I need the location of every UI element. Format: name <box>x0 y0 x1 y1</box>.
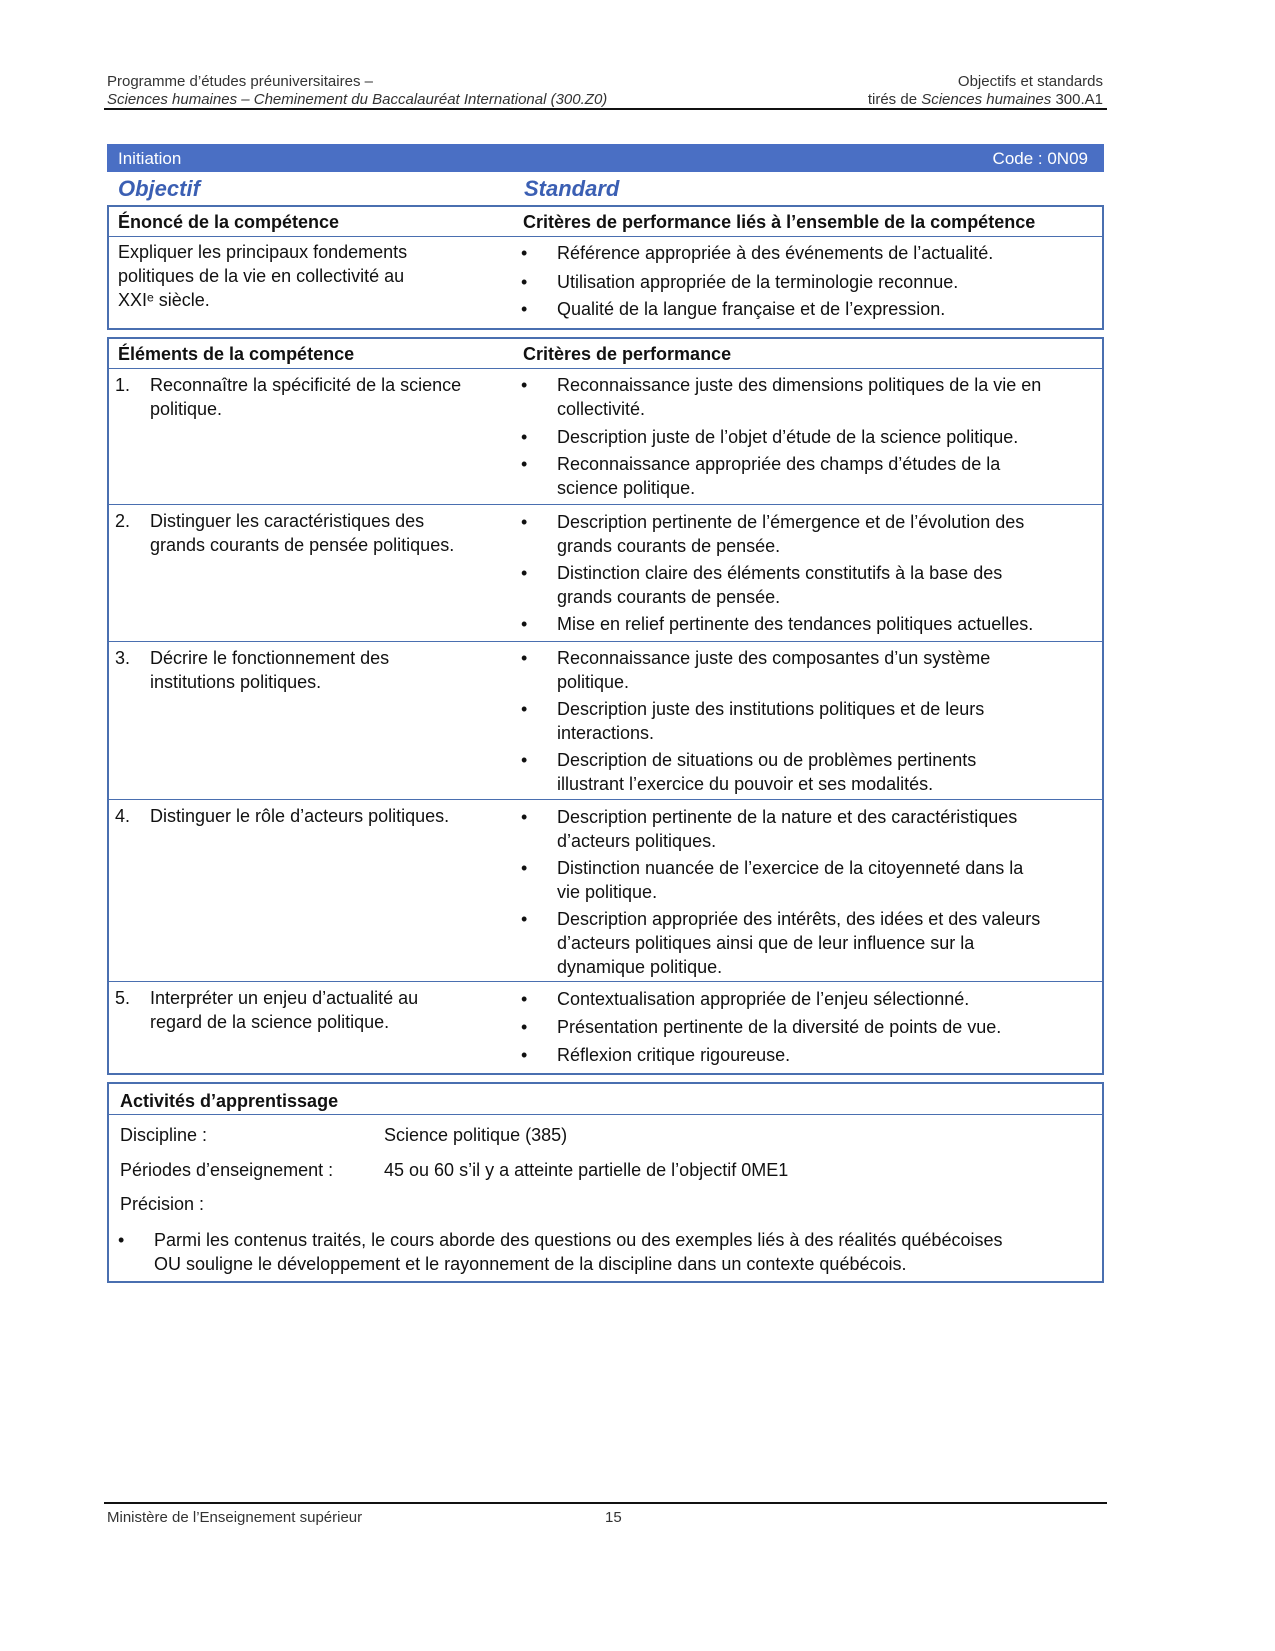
banner-code: Code : 0N09 <box>992 149 1088 168</box>
competence-criteria-heading: Critères de performance liés à l’ensemble de la compétence <box>523 212 1036 232</box>
criterion-line: d’acteurs politiques ainsi que de leur influence sur la <box>557 933 975 953</box>
element-criterion: • Présentation pertinente de la diversité de points de vue. <box>557 1015 1001 1039</box>
element-number: 4. <box>115 806 131 826</box>
criterion-line: vie politique. <box>557 882 658 902</box>
header-section-prefix: tirés de <box>867 91 922 108</box>
competence-heading: Énoncé de la compétence <box>118 212 340 232</box>
element-number: 3. <box>115 648 131 668</box>
element-text-line: Interpréter un enjeu d’actualité au <box>150 988 419 1008</box>
header-program <box>107 73 607 109</box>
criterion-line: collectivité. <box>557 399 646 419</box>
standard-heading: Standard <box>524 176 620 201</box>
footer-rule <box>104 1502 1107 1504</box>
course-banner <box>107 144 1104 172</box>
competence-criterion: • Utilisation appropriée de la terminologie reconnue. <box>557 270 958 294</box>
element-criterion: • Mise en relief pertinente des tendances politiques actuelles. <box>557 612 1033 636</box>
criterion-line: science politique. <box>557 478 696 498</box>
criterion-line: interactions. <box>557 723 655 743</box>
criterion-line: grands courants de pensée. <box>557 587 781 607</box>
criterion-line: • Distinction nuancée de l’exercice de la citoyenneté dans la <box>557 858 1024 878</box>
element-criterion <box>557 646 1097 694</box>
element-criterion: • Contextualisation appropriée de l’enjeu sélectionné. <box>557 987 969 1011</box>
criterion-line: • Description pertinente de la nature et des caractéristiques <box>557 807 1018 827</box>
element-number: 1. <box>115 375 131 395</box>
element-text <box>150 509 520 557</box>
row-divider <box>108 799 1103 800</box>
element-text-line: Décrire le fonctionnement des <box>150 648 390 668</box>
header-section-line2 <box>868 91 1103 109</box>
element-criterion <box>557 697 1097 745</box>
criterion-line: politique. <box>557 672 630 692</box>
competence-statement <box>118 240 518 312</box>
element-number: 5. <box>115 988 131 1008</box>
header-section <box>868 73 1103 109</box>
criterion-line: grands courants de pensée. <box>557 536 781 556</box>
criterion-line: d’acteurs politiques. <box>557 831 717 851</box>
criterion-line: • Description juste des institutions politiques et de leurs <box>557 699 985 719</box>
element-text <box>150 804 520 828</box>
criterion-line: dynamique politique. <box>557 957 723 977</box>
criterion-line: • Description appropriée des intérêts, des idées et des valeurs <box>557 909 1041 929</box>
row-divider <box>108 504 1103 505</box>
elements-divider <box>108 368 1103 369</box>
precision-label: Précision : <box>120 1194 205 1214</box>
criterion-line: • Reconnaissance juste des composantes d’un système <box>557 648 991 668</box>
precision-line: • Parmi les contenus traités, le cours aborde des questions ou des exemples liés à des réalités québécoises <box>154 1230 1003 1250</box>
footer-ministry: Ministère de l’Enseignement supérieur <box>107 1509 363 1526</box>
element-text-line: grands courants de pensée politiques. <box>150 535 455 555</box>
criterion-line: • Description pertinente de l’émergence et de l’évolution des <box>557 512 1025 532</box>
periods-value: 45 ou 60 s’il y a atteinte partielle de l’objectif 0ME1 <box>384 1160 789 1180</box>
objective-heading: Objectif <box>118 176 200 201</box>
competence-criterion: • Référence appropriée à des événements de l’actualité. <box>557 241 993 265</box>
header-rule <box>104 108 1107 110</box>
element-criterion <box>557 510 1097 558</box>
competence-divider <box>108 236 1103 237</box>
discipline-value: Science politique (385) <box>384 1125 568 1145</box>
header-program-line1: Programme d’études préuniversitaires – <box>107 73 373 90</box>
element-text <box>150 373 520 421</box>
header-section-italic: Sciences humaines <box>921 91 1052 108</box>
activities-heading: Activités d’apprentissage <box>120 1091 339 1111</box>
criterion-line: • Reconnaissance appropriée des champs d’études de la <box>557 454 1001 474</box>
element-criterion <box>557 856 1097 904</box>
element-number: 2. <box>115 511 131 531</box>
competence-criterion: • Qualité de la langue française et de l’expression. <box>557 297 945 321</box>
activities-divider <box>108 1114 1103 1115</box>
header-section-suffix: 300.A1 <box>1051 91 1103 108</box>
header-section-line1: Objectifs et standards <box>957 73 1103 90</box>
element-criterion <box>557 805 1097 853</box>
discipline-label: Discipline : <box>120 1125 208 1145</box>
element-criterion <box>557 748 1097 796</box>
element-text-line: politique. <box>150 399 223 419</box>
element-criterion <box>557 373 1097 421</box>
element-text-line: regard de la science politique. <box>150 1012 390 1032</box>
competence-statement-line: XXIᵉ siècle. <box>118 290 210 310</box>
precision-item <box>154 1228 1099 1276</box>
row-divider <box>108 641 1103 642</box>
banner-title: Initiation <box>118 149 182 168</box>
competence-statement-line: politiques de la vie en collectivité au <box>118 266 405 286</box>
row-divider <box>108 981 1103 982</box>
element-criterion: • Réflexion critique rigoureuse. <box>557 1043 790 1067</box>
criterion-line: • Distinction claire des éléments constitutifs à la base des <box>557 563 1003 583</box>
element-text-line: Distinguer le rôle d’acteurs politiques. <box>150 806 450 826</box>
elements-criteria-heading: Critères de performance <box>523 344 732 364</box>
element-criterion: • Description juste de l’objet d’étude de la science politique. <box>557 425 1018 449</box>
competence-statement-line: Expliquer les principaux fondements <box>118 242 408 262</box>
element-criterion <box>557 561 1097 609</box>
element-criterion <box>557 907 1097 979</box>
elements-heading: Éléments de la compétence <box>118 344 355 364</box>
footer-page-number: 15 <box>605 1509 622 1526</box>
criterion-line: • Reconnaissance juste des dimensions politiques de la vie en <box>557 375 1042 395</box>
element-criterion <box>557 452 1097 500</box>
header-program-line2: Sciences humaines – Cheminement du Baccalauréat International (300.Z0) <box>107 91 608 108</box>
precision-line: OU souligne le développement et le rayonnement de la discipline dans un contexte québécois. <box>154 1254 907 1274</box>
element-text-line: Reconnaître la spécificité de la science <box>150 375 462 395</box>
criterion-line: illustrant l’exercice du pouvoir et ses modalités. <box>557 774 934 794</box>
criterion-line: • Description de situations ou de problèmes pertinents <box>557 750 977 770</box>
element-text-line: institutions politiques. <box>150 672 322 692</box>
element-text <box>150 646 520 694</box>
periods-label: Périodes d’enseignement : <box>120 1160 334 1180</box>
element-text <box>150 986 520 1034</box>
element-text-line: Distinguer les caractéristiques des <box>150 511 425 531</box>
